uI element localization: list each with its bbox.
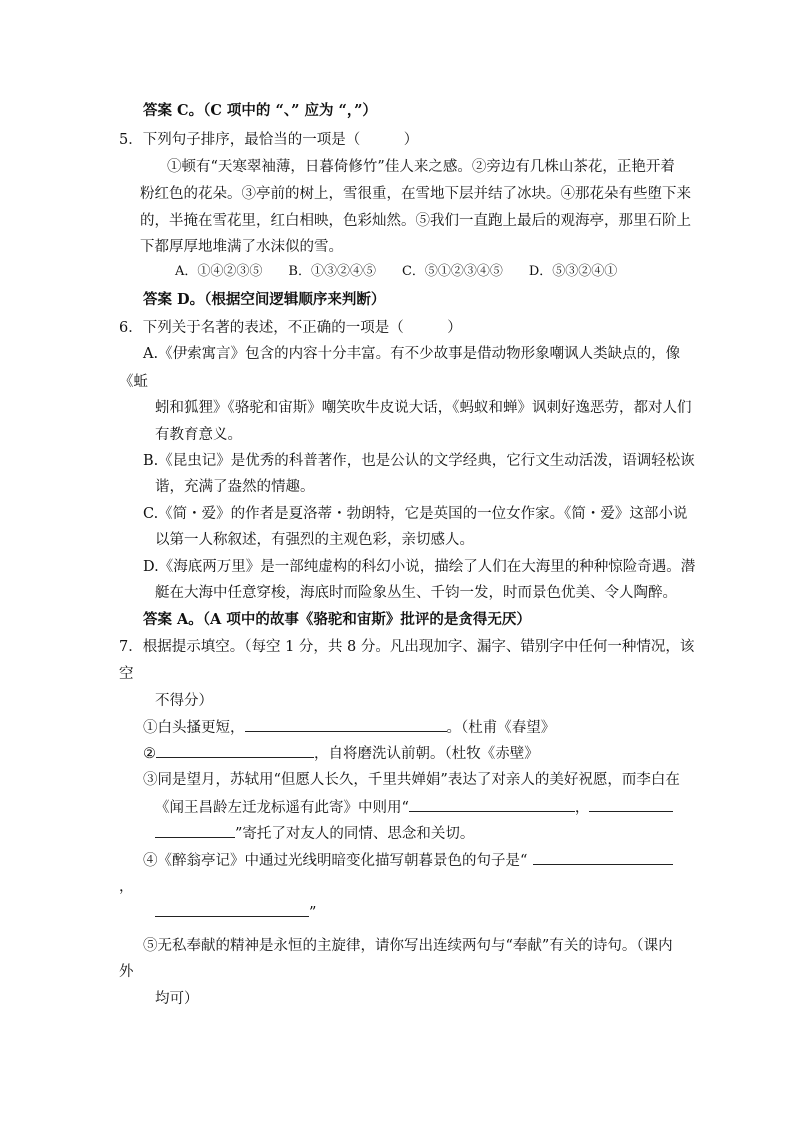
q7-item-3-line-1: ③同是望月，苏轼用“但愿人长久，千里共婵娟”表达了对亲人的美好祝愿，而李白在 <box>143 772 680 788</box>
q7-item-4-comma: ， <box>119 879 134 895</box>
q7-item-3-blank-1[interactable] <box>409 797 575 812</box>
q6-option-c-2: 以第一人称叙述，有强烈的主观色彩，亲切感人。 <box>155 532 474 548</box>
answer-a: 答案 A。（A 项中的故事《骆驼和宙斯》批评的是贪得无厌） <box>143 611 531 628</box>
q6-option-a-3: 有教育意义。 <box>155 427 242 443</box>
q7-item-3-pre: 《闻王昌龄左迁龙标遥有此寄》中则用“ <box>155 800 409 816</box>
q7-item-4-pre: ④《醉翁亭记》中通过光线明暗变化描写朝暮景色的句子是“ <box>143 853 528 869</box>
q7-item-2-pre: ② <box>143 746 156 762</box>
question-5-title: 5．下列句子排序，最恰当的一项是（ ） <box>119 132 419 148</box>
q7-item-4-blank-1[interactable] <box>533 850 673 865</box>
q7-title-cont: 不得分） <box>155 693 213 709</box>
q7-item-2-blank[interactable] <box>156 743 314 758</box>
q7-item-4-blank-2[interactable] <box>155 902 309 917</box>
answer-d: 答案 D。（根据空间逻辑顺序来判断） <box>143 291 386 308</box>
q7-item-3-mid: ， <box>574 800 590 816</box>
q7-item-3-post: ”寄托了对友人的同情、思念和关切。 <box>235 826 475 842</box>
q6-option-a-1: A.《伊索寓言》包含的内容十分丰富。有不少故事是借动物形象嘲讽人类缺点的，像 <box>143 346 681 362</box>
q7-item-4-line-1 <box>143 850 673 871</box>
q7-item-5-cont: 均可） <box>155 991 199 1007</box>
question-6-title: 6．下列关于名著的表述，不正确的一项是（ ） <box>119 320 462 336</box>
q6-option-b-1: B.《昆虫记》是优秀的科普著作，也是公认的文学经典，它行文生动活泼，语调轻松诙 <box>143 453 695 469</box>
q6-option-c-1: C.《简・爱》的作者是夏洛蒂・勃朗特，它是英国的一位女作家。《简・爱》这部小说 <box>143 506 688 522</box>
answer-c: 答案 C。（C 项中的 “、” 应为 “，”） <box>143 102 377 119</box>
q7-item-2-post: ，自将磨洗认前朝。（杜牧《赤壁》 <box>314 746 539 762</box>
q5-line-1: ①顿有“天寒翠袖薄，日暮倚修竹”佳人来之感。②旁边有几株山茶花，正艳开着 <box>167 159 675 175</box>
q5-line-4: 下都厚厚地堆满了水沫似的雪。 <box>140 239 343 255</box>
q7-item-1-post: 。（杜甫《春望》 <box>446 720 556 736</box>
q6-option-d-1: D.《海底两万里》是一部纯虚构的科幻小说，描绘了人们在大海里的种种惊险奇遇。潜 <box>143 559 696 575</box>
q7-title-wrap: 空 <box>119 666 134 682</box>
q7-item-3-line-2 <box>155 797 673 818</box>
q7-item-3-blank-2b[interactable] <box>155 823 235 838</box>
q7-item-1-blank[interactable] <box>245 717 447 732</box>
q7-item-5-wrap: 外 <box>119 964 134 980</box>
q7-item-4-line-3 <box>155 902 316 923</box>
q5-options: A．①④②③⑤ B．①③②④⑤ C．⑤①②③④⑤ D．⑤③②④① <box>175 264 618 279</box>
q7-item-2 <box>143 743 539 764</box>
q6-option-d-2: 艇在大海中任意穿梭，海底时而险象丛生、千钧一发，时而景色优美、令人陶醉。 <box>155 585 677 601</box>
q5-line-3: 的，半掩在雪花里，红白相映，色彩灿然。⑤我们一直跑上最后的观海亭，那里石阶上 <box>140 213 691 229</box>
question-7-title: 7．根据提示填空。（每空 1 分，共 8 分。凡出现加字、漏字、错别字中任何一种情况，该 <box>119 639 695 655</box>
q7-item-3-blank-2a[interactable] <box>589 797 673 812</box>
q7-item-1-pre: ①白头搔更短， <box>143 720 245 736</box>
q7-item-1 <box>143 717 555 738</box>
q5-line-2: 粉红色的花朵。③亭前的树上，雪很重，在雪地下层并结了冰块。④那花朵有些堕下来 <box>140 186 691 202</box>
q6-option-a-2: 蚓和狐狸》《骆驼和宙斯》嘲笑吹牛皮说大话，《蚂蚁和蝉》讽刺好逸恶劳，都对人们 <box>155 400 692 416</box>
q7-item-5-line-1: ⑤无私奉献的精神是永恒的主旋律，请你写出连续两句与“奉献”有关的诗句。（课内 <box>143 938 673 954</box>
q6-option-a-wrap: 《蚯 <box>119 374 148 390</box>
q7-item-3-line-3 <box>155 823 474 844</box>
q6-option-b-2: 谐，充满了盎然的情趣。 <box>155 479 315 495</box>
q7-item-4-close: ” <box>309 905 317 921</box>
